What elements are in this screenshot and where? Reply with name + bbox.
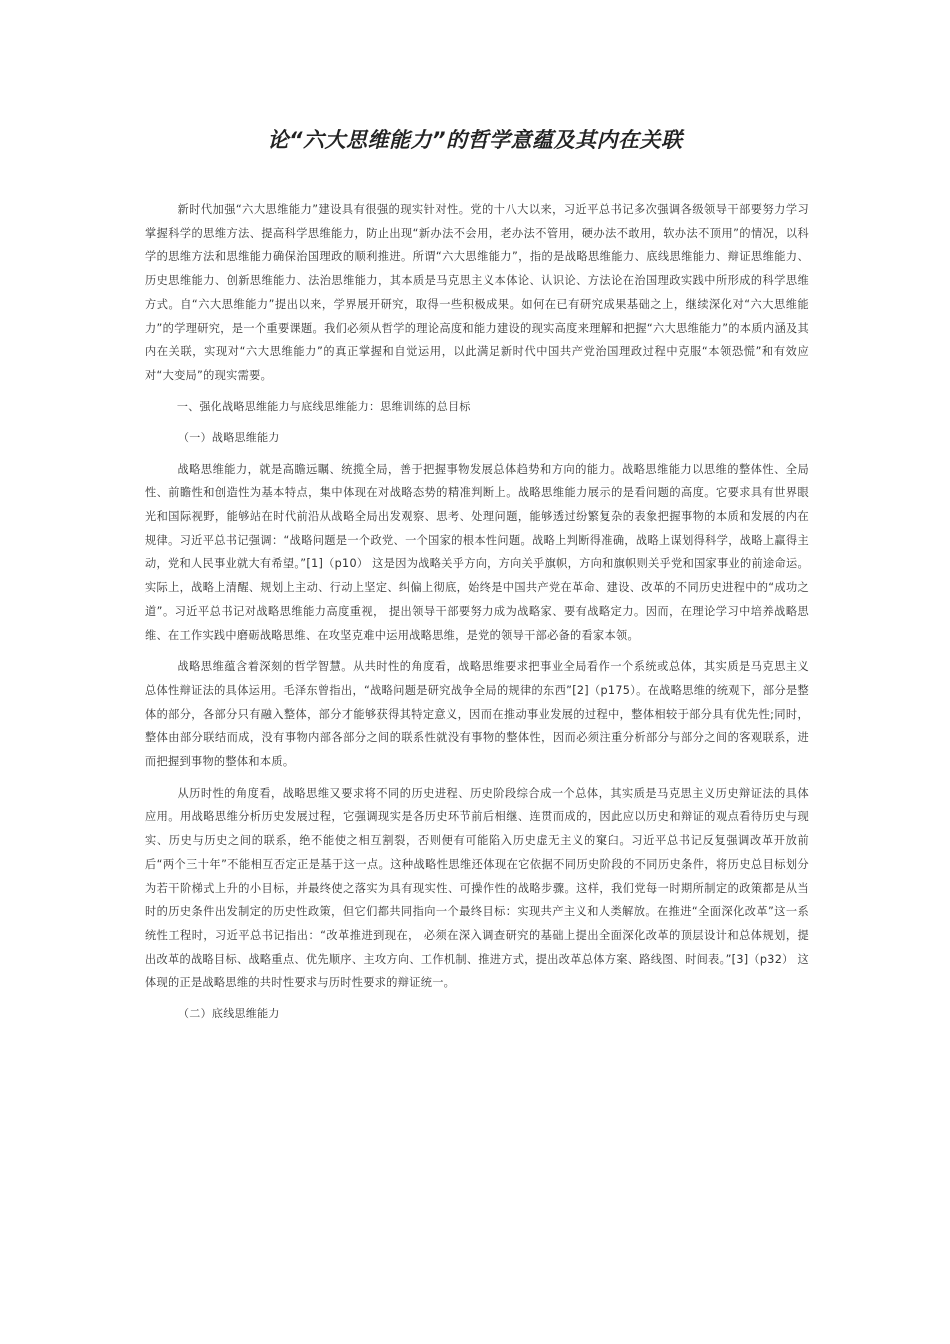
- body-paragraph: 战略思维蕴含着深刻的哲学智慧。从共时性的角度看，战略思维要求把事业全局看作一个系统或总体，其实质是马克思主义总体性辩证法的具体运用。毛泽东曾指出，“战略问题是研究战争全局的规律的东西”[2]（p175）。在战略思维的统观下，部分是整体的部分，各部分只有融入整体，部分才能够获得其特定意义，因而在推动事业发展的过程中，整体相较于部分具有优先性;同时，整体由部分联结而成，没有事物内部各部分之间的联系性就没有事物的整体性，因而必须注重分析部分与部分之间的客观联系，进而把握到事物的整体和本质。: [145, 660, 809, 769]
- document-body: [145, 198, 809, 1034]
- body-paragraph: 战略思维能力，就是高瞻远瞩、统揽全局，善于把握事物发展总体趋势和方向的能力。战略思维能力以思维的整体性、全局性、前瞻性和创造性为基本特点，集中体现在对战略态势的精准判断上。战略思维能力展示的是看问题的高度。它要求具有世界眼光和国际视野，能够站在时代前沿从战略全局出发观察、思考、处理问题，能够透过纷繁复杂的表象把握事物的本质和发展的内在规律。习近平总书记强调：“战略问题是一个政党、一个国家的根本性问题。战略上判断得准确，战略上谋划得科学，战略上赢得主动，党和人民事业就大有希望。”[1]（p10） 这是因为战略关乎方向，方向关乎旗帜，方向和旗帜则关乎党和国家事业的前途命运。实际上，战略上清醒、规划上主动、行动上坚定、纠偏上彻底，始终是中国共产党在革命、建设、改革的不同历史进程中的“成功之道”。习近平总书记对战略思维能力高度重视， 提出领导干部要努力成为战略家、要有战略定力。因而，在理论学习中培养战略思维、在工作实践中磨砺战略思维、在攻坚克难中运用战略思维，是党的领导干部必备的看家本领。: [145, 462, 809, 642]
- body-paragraph: 从历时性的角度看，战略思维又要求将不同的历史进程、历史阶段综合成一个总体，其实质是马克思主义历史辩证法的具体应用。用战略思维分析历史发展过程，它强调现实是各历史环节前后相继、连贯而成的，因此应以历史和辩证的观点看待历史与现实、历史与历史之间的联系，绝不能使之相互割裂，否则便有可能陷入历史虚无主义的窠臼。习近平总书记反复强调改革开放前后“两个三十年”不能相互否定正是基于这一点。这种战略性思维还体现在它依据不同历史阶段的不同历史条件，将历史总目标划分为若干阶梯式上升的小目标，并最终使之落实为具有现实性、可操作性的战略步骤。这样，我们党每一时期所制定的政策都是从当时的历史条件出发制定的历史性政策，但它们都共同指向一个最终目标：实现共产主义和人类解放。在推进“全面深化改革”这一系统性工程时，习近平总书记指出：“改革推进到现在， 必须在深入调查研究的基础上提出全面深化改革的顶层设计和总体规划，提出改革的战略目标、战略重点、优先顺序、主攻方向、工作机制、推进方式，提出改革总体方案、路线图、时间表。”[3]（p32） 这体现的正是战略思维的共时性要求与历时性要求的辩证统一。: [145, 786, 809, 990]
- subsection-heading-bottom-line: （二）底线思维能力: [178, 1007, 280, 1021]
- subsection-heading-strategic: （一）战略思维能力: [178, 430, 280, 444]
- intro-paragraph: 新时代加强“六大思维能力”建设具有很强的现实针对性。党的十八大以来，习近平总书记多次强调各级领导干部要努力学习掌握科学的思维方法、提高科学思维能力，防止出现“新办法不会用，老办法不管用，硬办法不敢用，软办法不顶用”的情况，以科学的思维方法和思维能力确保治国理政的顺利推进。所谓“六大思维能力”，指的是战略思维能力、底线思维能力、辩证思维能力、历史思维能力、创新思维能力、法治思维能力，其本质是马克思主义本体论、认识论、方法论在治国理政实践中所形成的科学思维方式。自“六大思维能力”提出以来，学界展开研究，取得一些积极成果。如何在已有研究成果基础之上，继续深化对“六大思维能力”的学理研究，是一个重要课题。我们必须从哲学的理论高度和能力建设的现实高度来理解和把握“六大思维能力”的本质内涵及其内在关联，实现对“六大思维能力”的真正掌握和自觉运用，以此满足新时代中国共产党治国理政过程中克服“本领恐慌”和有效应对“大变局”的现实需要。: [145, 203, 809, 382]
- document-title: 论“六大思维能力”的哲学意蕴及其内在关联: [267, 128, 683, 152]
- section-heading-1: 一、强化战略思维能力与底线思维能力：思维训练的总目标: [176, 399, 471, 413]
